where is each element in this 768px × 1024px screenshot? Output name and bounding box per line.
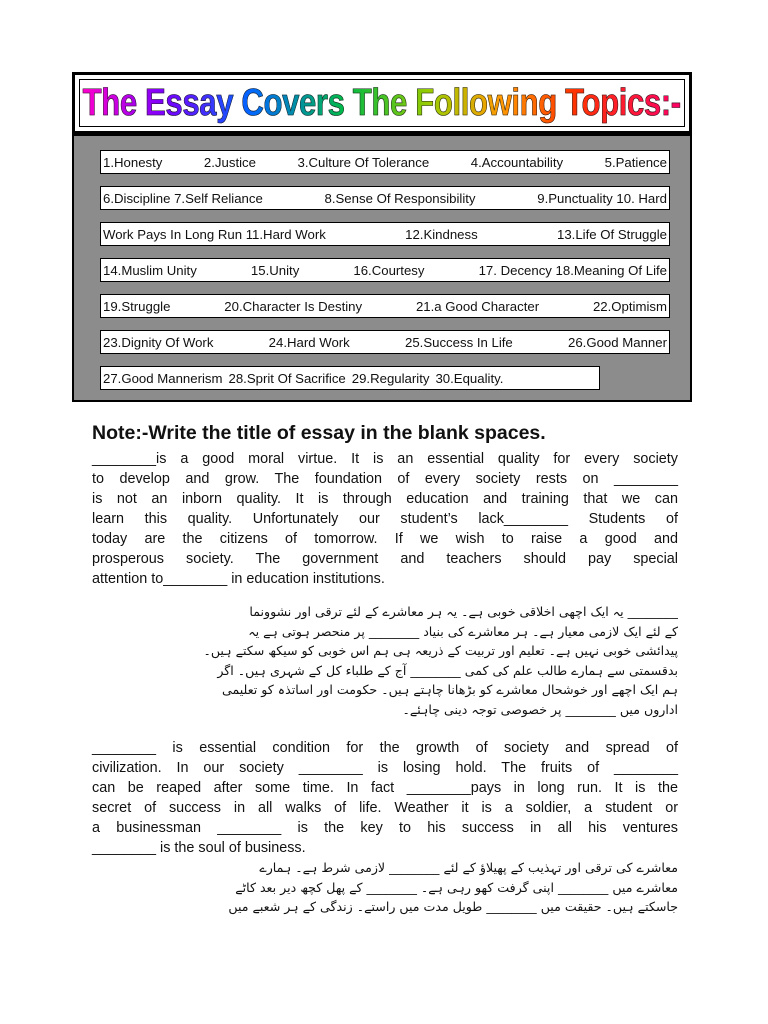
- topic-item: 26.Good Manner: [568, 334, 667, 350]
- urdu-paragraph-2: [88, 858, 678, 917]
- topic-item: 24.Hard Work: [268, 334, 350, 350]
- paragraph-line: is not an inborn quality. It is through education and training that we can: [92, 491, 678, 507]
- topic-item: 21.a Good Character: [415, 298, 540, 314]
- topic-item: 4.Accountability: [470, 154, 564, 170]
- paragraph-line: ________ is the soul of business.: [92, 840, 306, 856]
- paragraph-line: today are the citizens of tomorrow. If we wish to raise a good and: [92, 531, 678, 547]
- essay-paragraph-1: [92, 449, 678, 589]
- urdu-line: بدقسمتی سے ہمارے طالب علم کی کمی ________ آج کے طلباء کل کے شہری ہیں۔ اگر: [217, 662, 678, 678]
- topic-item: 23.Dignity Of Work: [103, 334, 214, 350]
- urdu-line: معاشرے میں ________ اپنی گرفت کھو رہی ہے۔ ________ کے پھل کچھ دیر بعد کاٹے: [235, 879, 678, 895]
- title-inner-border: [79, 79, 685, 127]
- urdu-line: پیدائشی خوبی نہیں ہے۔ تعلیم اور تربیت کے ذریعہ ہی ہم اس خوبی کو سیکھ سکتے ہیں۔: [203, 643, 678, 659]
- topic-item: 16.Courtesy: [353, 262, 425, 278]
- topic-item: 8.Sense Of Responsibility: [324, 190, 476, 206]
- topic-item: 22.Optimism: [592, 298, 667, 314]
- urdu-paragraph-1: [88, 602, 678, 720]
- topic-item: 27.Good Mannerism: [103, 370, 223, 386]
- paragraph-line: learn this quality. Unfortunately our student’s lack________ Students of: [92, 511, 678, 527]
- topic-row-4: [100, 258, 670, 282]
- topic-row-1: [100, 150, 670, 174]
- paragraph-line: secret of success in all walks of life. Weather it is a soldier, a student or: [92, 800, 678, 816]
- paragraph-line: ________is a good moral virtue. It is an essential quality for every society: [92, 451, 678, 467]
- topic-item: 5.Patience: [604, 154, 667, 170]
- topic-item: Work Pays In Long Run 11.Hard Work: [103, 226, 326, 242]
- essay-paragraph-2: [92, 738, 678, 858]
- topics-panel: [72, 134, 692, 402]
- topic-item: 12.Kindness: [405, 226, 478, 242]
- paragraph-line: attention to________ in education institutions.: [92, 571, 385, 587]
- topic-item: 19.Struggle: [103, 298, 171, 314]
- paragraph-line: prosperous society. The government and teachers should pay special: [92, 551, 678, 567]
- topic-item: 15.Unity: [250, 262, 300, 278]
- topic-item: 20.Character Is Destiny: [224, 298, 363, 314]
- paragraph-line: to develop and grow. The foundation of every society rests on ________: [92, 471, 678, 487]
- topic-item: 6.Discipline 7.Self Reliance: [103, 190, 263, 206]
- topic-item: 2.Justice: [203, 154, 256, 170]
- urdu-line: کے لئے ایک لازمی معیار ہے۔ ہر معاشرے کی بنیاد ________ پر منحصر ہوتی ہے یہ: [248, 623, 678, 639]
- topic-item: 28.Sprit Of Sacrifice: [228, 370, 346, 386]
- topic-item: 14.Muslim Unity: [103, 262, 197, 278]
- urdu-line: جاسکتے ہیں۔ حقیقت میں ________ طویل مدت میں راستے۔ زندگی کے ہر شعبے میں: [228, 899, 678, 915]
- urdu-line: اداروں میں ________ پر خصوصی توجہ دینی چاہئے۔: [402, 701, 678, 717]
- topic-item: 1.Honesty: [103, 154, 163, 170]
- topic-row-2: [100, 186, 670, 210]
- topic-row-3: [100, 222, 670, 246]
- topic-item: 30.Equality.: [435, 370, 504, 386]
- paragraph-line: a businessman ________ is the key to his success in all his ventures: [92, 820, 678, 836]
- topic-row-6: [100, 330, 670, 354]
- urdu-line: معاشرے کی ترقی اور تہذیب کے پھیلاؤ کے لئے ________ لازمی شرط ہے۔ ہمارے: [259, 860, 678, 875]
- urdu-line: ہم ایک اچھے اور خوشحال معاشرے کو بڑھانا چاہتے ہیں۔ حکومت اور اساتذہ کو تعلیمی: [221, 682, 678, 698]
- title-frame: [72, 72, 692, 134]
- paragraph-line: civilization. In our society ________ is losing hold. The fruits of ________: [92, 760, 678, 776]
- topic-item: 3.Culture Of Tolerance: [297, 154, 430, 170]
- note-heading: Note:-Write the title of essay in the blank spaces.: [92, 422, 546, 444]
- topic-item: 29.Regularity: [351, 370, 430, 386]
- topic-item: 17. Decency 18.Meaning Of Life: [478, 262, 667, 278]
- paragraph-line: can be reaped after some time. In fact ________pays in long run. It is the: [92, 780, 678, 796]
- topic-item: 25.Success In Life: [405, 334, 513, 350]
- topic-item: 13.Life Of Struggle: [557, 226, 667, 242]
- topic-row-7: [100, 366, 600, 390]
- topic-item: 9.Punctuality 10. Hard: [537, 190, 667, 206]
- urdu-line: ________ یہ ایک اچھی اخلاقی خوبی ہے۔ یہ ہر معاشرے کے لئے ترقی اور نشوونما: [249, 604, 678, 619]
- topic-row-5: [100, 294, 670, 318]
- page-title: The Essay Covers The Following Topics:-: [82, 81, 682, 124]
- paragraph-line: ________ is essential condition for the growth of society and spread of: [92, 740, 678, 756]
